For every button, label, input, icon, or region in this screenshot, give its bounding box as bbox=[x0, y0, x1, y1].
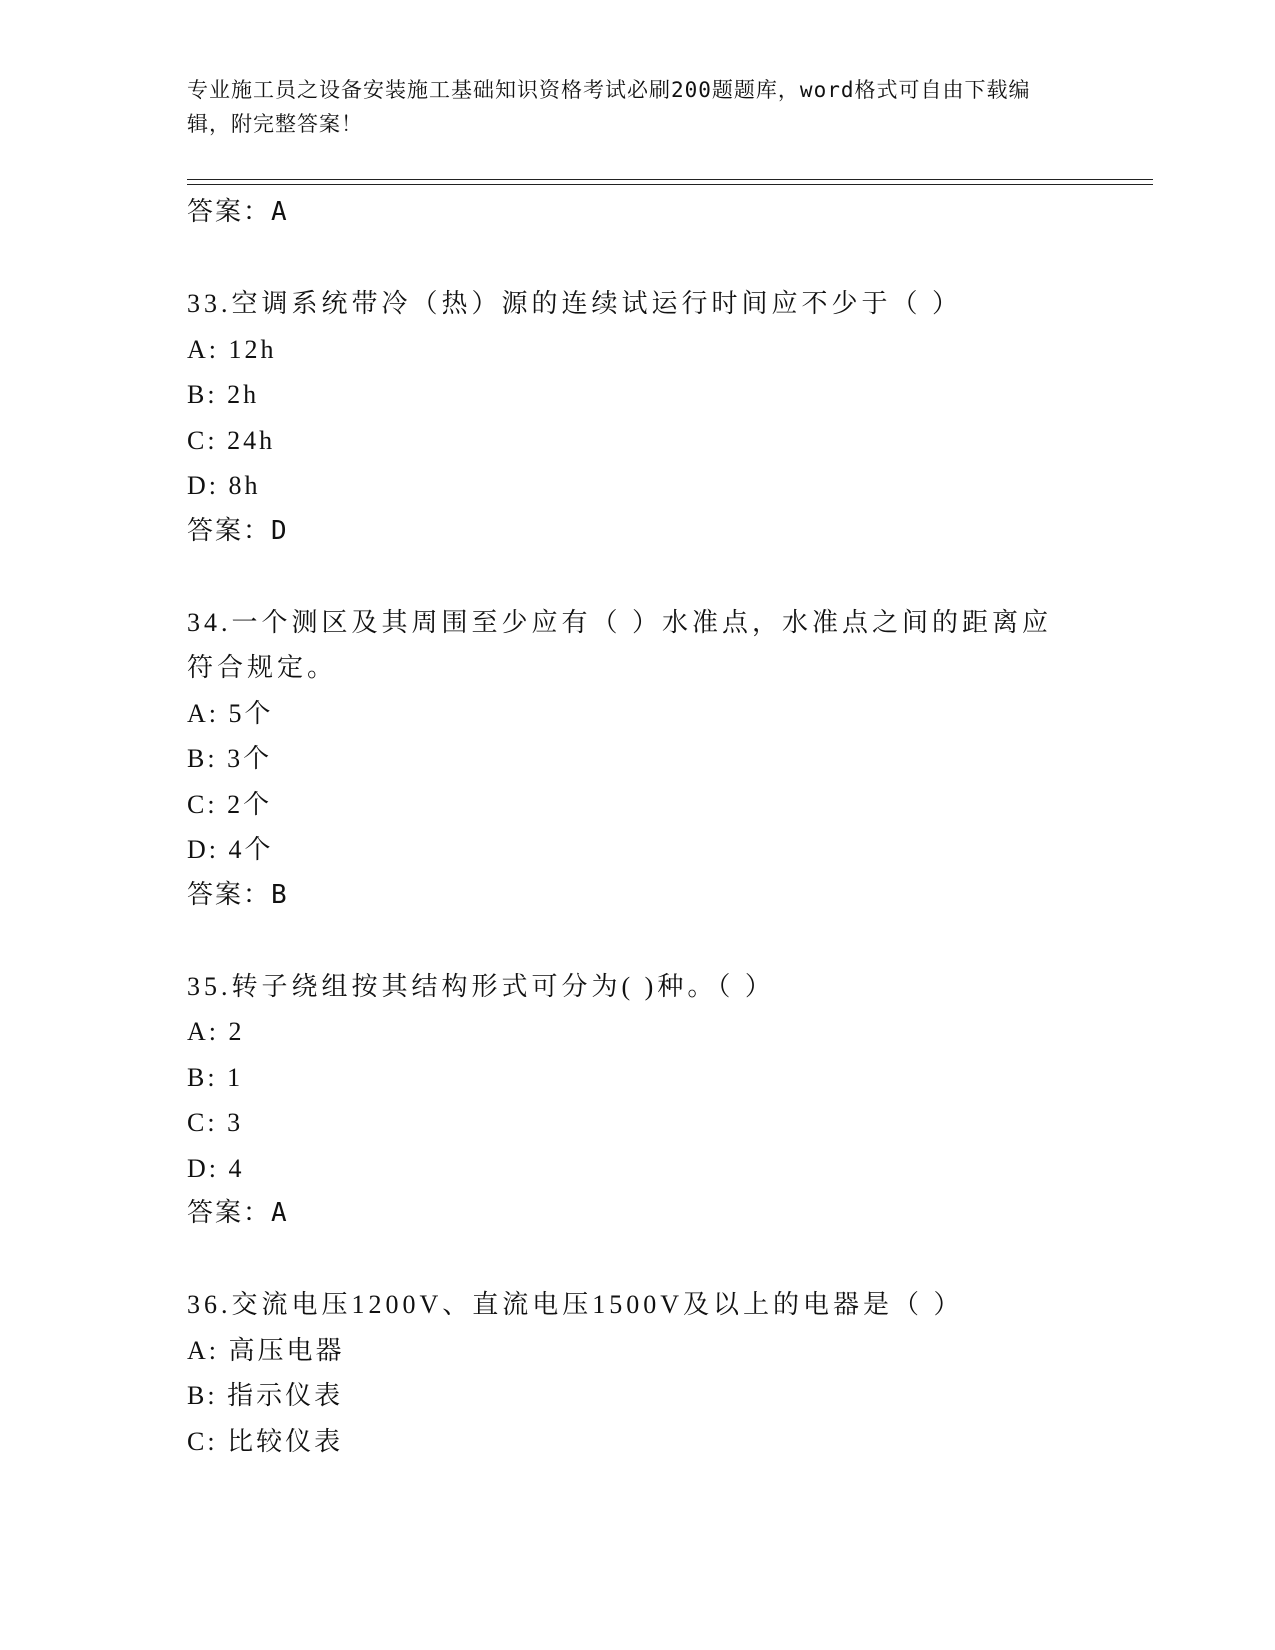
option-a: A: 2 bbox=[187, 1017, 245, 1046]
answer-label: 答案： bbox=[187, 197, 272, 227]
answer-line bbox=[187, 509, 1087, 555]
option-d: D: 8h bbox=[187, 471, 261, 500]
answer-line bbox=[187, 1191, 1087, 1237]
question-stem: 34.一个测区及其周围至少应有（ ）水准点，水准点之间的距离应符合规定。 bbox=[187, 607, 1053, 682]
question-stem: 36.交流电压1200V、直流电压1500V及以上的电器是（ ） bbox=[187, 1290, 964, 1319]
previous-answer bbox=[187, 190, 1087, 236]
document-header: 专业施工员之设备安装施工基础知识资格考试必刷200题题库，word格式可自由下载编辑，附完整答案！ bbox=[187, 78, 1031, 136]
answer-value: A bbox=[271, 197, 289, 227]
option-d: D: 4 bbox=[187, 1153, 245, 1183]
question-stem: 35.转子绕组按其结构形式可分为( )种。（ ） bbox=[187, 971, 775, 1001]
header-divider-bottom bbox=[187, 184, 1153, 185]
answer-label: 答案： bbox=[187, 1198, 272, 1228]
answer-label: 答案： bbox=[187, 879, 272, 910]
option-c: C: 比较仪表 bbox=[187, 1426, 344, 1456]
option-c: C: 3 bbox=[187, 1108, 244, 1137]
answer-value: B bbox=[271, 879, 289, 910]
header-divider-top bbox=[187, 179, 1153, 180]
option-b: B: 2h bbox=[187, 380, 260, 409]
question-list bbox=[187, 190, 1087, 1464]
question-block bbox=[187, 1282, 1087, 1464]
option-a: A: 高压电器 bbox=[187, 1335, 345, 1365]
answer-value: A bbox=[271, 1198, 289, 1228]
question-block bbox=[187, 964, 1087, 1237]
question-block bbox=[187, 600, 1087, 919]
option-b: B: 3个 bbox=[187, 744, 273, 773]
option-b: B: 指示仪表 bbox=[187, 1381, 344, 1410]
option-a: A: 12h bbox=[187, 334, 277, 364]
option-b: B: 1 bbox=[187, 1062, 244, 1092]
answer-line bbox=[187, 873, 1087, 919]
option-c: C: 24h bbox=[187, 425, 276, 455]
answer-label: 答案： bbox=[187, 515, 272, 546]
option-c: C: 2个 bbox=[187, 789, 273, 819]
question-block bbox=[187, 281, 1087, 554]
option-a: A: 5个 bbox=[187, 698, 274, 728]
answer-value: D bbox=[271, 515, 289, 546]
question-stem: 33.空调系统带冷（热）源的连续试运行时间应不少于（ ） bbox=[187, 289, 963, 318]
option-d: D: 4个 bbox=[187, 835, 274, 864]
